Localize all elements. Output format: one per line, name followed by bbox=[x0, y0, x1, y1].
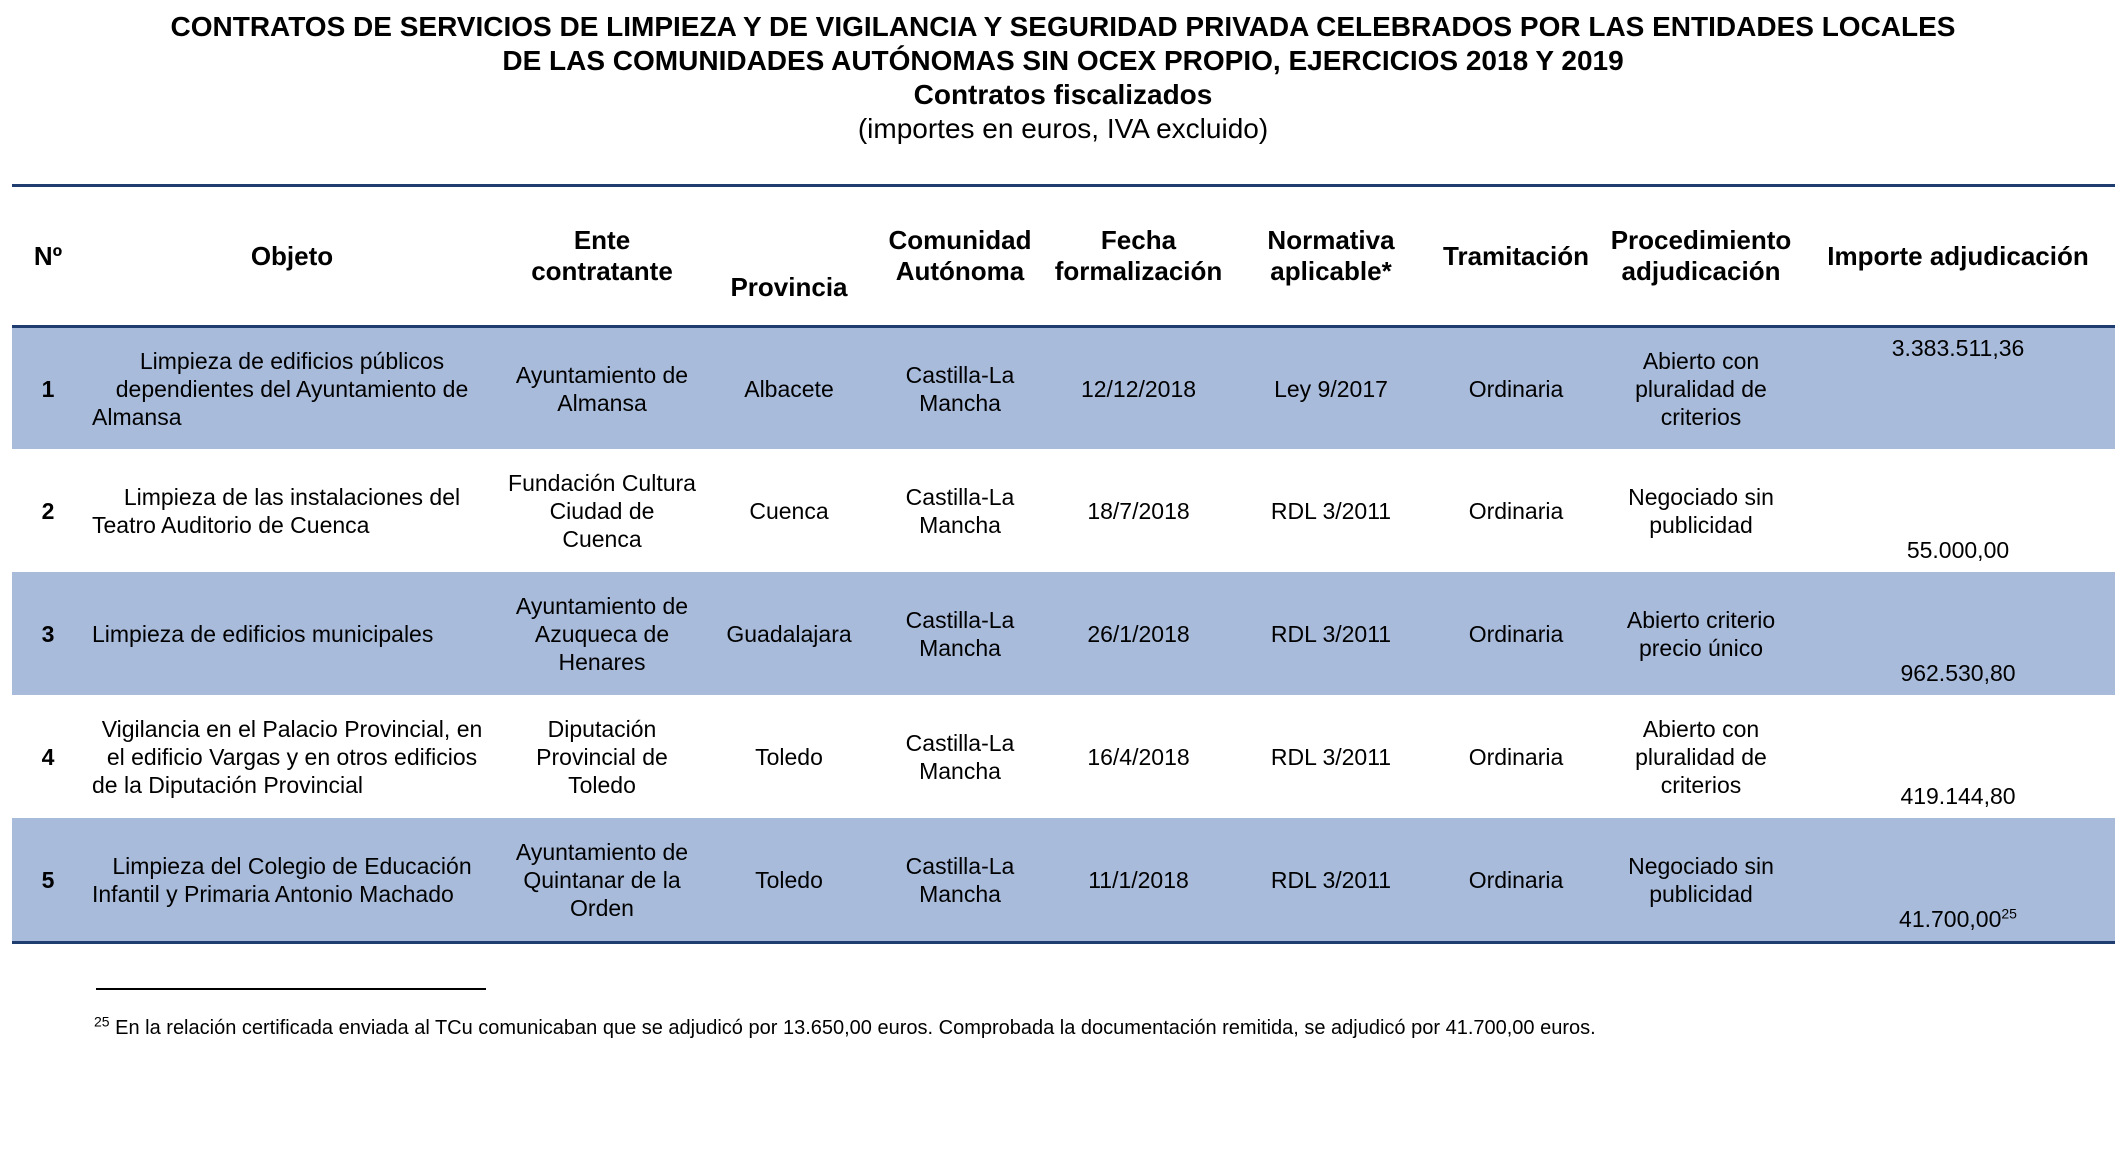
cell-ente: Fundación Cultura Ciudad de Cuenca bbox=[508, 469, 696, 552]
cell-comunidad: Castilla-La Mancha bbox=[874, 818, 1046, 943]
header-provincia: Provincia bbox=[704, 186, 874, 327]
footnote-text: En la relación certificada enviada al TCu comunicaban que se adjudicó por 13.650,00 euros. Comprobada la documentación remitida, se adjudicó por 41.700,00 euros. bbox=[109, 1017, 1596, 1039]
cell-procedimiento: Abierto criterio precio único bbox=[1601, 572, 1801, 695]
footnote-ref-25: 25 bbox=[2001, 905, 2017, 922]
contracts-table bbox=[12, 184, 2115, 944]
cell-procedimiento: Abierto con pluralidad de criterios bbox=[1601, 327, 1801, 450]
cell-objeto: Limpieza del Colegio de Educación Infantil y Primaria Antonio Machado bbox=[84, 818, 500, 943]
header-comunidad: Comunidad Autónoma bbox=[874, 186, 1046, 327]
subtitle: Contratos fiscalizados bbox=[913, 79, 1213, 110]
cell-tramitacion: Ordinaria bbox=[1431, 327, 1601, 450]
cell-num: 2 bbox=[41, 497, 55, 524]
cell-fecha: 11/1/2018 bbox=[1046, 818, 1231, 943]
importe-value: 419.144,80 bbox=[1900, 783, 2016, 809]
cell-tramitacion: Ordinaria bbox=[1468, 497, 1564, 524]
cell-normativa: RDL 3/2011 bbox=[1231, 572, 1431, 695]
importe-value: 55.000,00 bbox=[1906, 537, 2010, 563]
title-line-2: DE LAS COMUNIDADES AUTÓNOMAS SIN OCEX PROPIO, EJERCICIOS 2018 Y 2019 bbox=[502, 45, 1624, 76]
cell-importe bbox=[1801, 695, 2115, 818]
cell-ente: Ayuntamiento de Azuqueca de Henares bbox=[500, 572, 704, 695]
cell-comunidad: Castilla-La Mancha bbox=[874, 327, 1046, 450]
cell-fecha: 16/4/2018 bbox=[1087, 743, 1190, 770]
cell-normativa: Ley 9/2017 bbox=[1231, 327, 1431, 450]
cell-num: 3 bbox=[12, 572, 84, 695]
cell-tramitacion: Ordinaria bbox=[1468, 743, 1564, 770]
table-header-row bbox=[12, 186, 2115, 327]
cell-procedimiento: Negociado sin publicidad bbox=[1601, 818, 1801, 943]
cell-ente: Ayuntamiento de Almansa bbox=[500, 327, 704, 450]
units-note: (importes en euros, IVA excluido) bbox=[857, 113, 1269, 144]
cell-importe bbox=[1801, 449, 2115, 572]
cell-procedimiento: Negociado sin publicidad bbox=[1628, 483, 1774, 538]
cell-normativa: RDL 3/2011 bbox=[1270, 497, 1392, 524]
cell-importe bbox=[1801, 818, 2115, 943]
header-importe: Importe adjudicación bbox=[1801, 186, 2115, 327]
cell-procedimiento: Abierto con pluralidad de criterios bbox=[1635, 715, 1767, 798]
cell-ente: Ayuntamiento de Quintanar de la Orden bbox=[500, 818, 704, 943]
footnote-divider bbox=[96, 988, 486, 990]
cell-comunidad: Castilla-La Mancha bbox=[905, 729, 1015, 784]
title-line-1: CONTRATOS DE SERVICIOS DE LIMPIEZA Y DE VIGILANCIA Y SEGURIDAD PRIVADA CELEBRADOS POR LAS ENTIDADES LOCALES bbox=[170, 11, 1956, 42]
header-objeto: Objeto bbox=[84, 186, 500, 327]
header-ente: Ente contratante bbox=[500, 186, 704, 327]
cell-num: 1 bbox=[12, 327, 84, 450]
cell-provincia: Cuenca bbox=[749, 497, 829, 524]
cell-comunidad: Castilla-La Mancha bbox=[905, 483, 1015, 538]
cell-importe bbox=[1801, 327, 2115, 450]
cell-objeto: Limpieza de edificios públicos dependientes del Ayuntamiento de Almansa bbox=[84, 327, 500, 450]
importe-value: 41.700,00 bbox=[1899, 906, 2002, 932]
cell-objeto: Limpieza de edificios municipales bbox=[84, 572, 500, 695]
header-num: Nº bbox=[12, 186, 84, 327]
cell-provincia: Toledo bbox=[755, 743, 823, 770]
table-row bbox=[12, 327, 2115, 450]
header-procedimiento: Procedimiento adjudicación bbox=[1601, 186, 1801, 327]
importe-value: 3.383.511,36 bbox=[1891, 335, 2025, 361]
cell-provincia: Guadalajara bbox=[704, 572, 874, 695]
title-block bbox=[0, 10, 2126, 146]
header-tramitacion: Tramitación bbox=[1431, 186, 1601, 327]
cell-num: 5 bbox=[12, 818, 84, 943]
footnote-mark: 25 bbox=[94, 1013, 110, 1030]
cell-fecha: 18/7/2018 bbox=[1087, 497, 1190, 524]
footnote bbox=[94, 1013, 1596, 1040]
header-fecha: Fecha formalización bbox=[1046, 186, 1231, 327]
cell-ente: Diputación Provincial de Toledo bbox=[536, 715, 668, 798]
cell-comunidad: Castilla-La Mancha bbox=[874, 572, 1046, 695]
cell-normativa: RDL 3/2011 bbox=[1231, 818, 1431, 943]
cell-num: 4 bbox=[41, 743, 55, 770]
cell-objeto: Vigilancia en el Palacio Provincial, en el edificio Vargas y en otros edificios de la Diputación Provincial bbox=[92, 715, 483, 798]
cell-tramitacion: Ordinaria bbox=[1431, 572, 1601, 695]
table-row bbox=[12, 572, 2115, 695]
cell-importe bbox=[1801, 572, 2115, 695]
cell-normativa: RDL 3/2011 bbox=[1270, 743, 1392, 770]
cell-objeto: Limpieza de las instalaciones del Teatro Auditorio de Cuenca bbox=[92, 483, 461, 538]
cell-provincia: Albacete bbox=[704, 327, 874, 450]
cell-tramitacion: Ordinaria bbox=[1431, 818, 1601, 943]
cell-fecha: 12/12/2018 bbox=[1046, 327, 1231, 450]
table-row bbox=[12, 818, 2115, 943]
header-normativa: Normativa aplicable* bbox=[1231, 186, 1431, 327]
importe-value: 962.530,80 bbox=[1900, 660, 2016, 686]
cell-fecha: 26/1/2018 bbox=[1046, 572, 1231, 695]
table-row bbox=[12, 695, 2115, 818]
cell-provincia: Toledo bbox=[704, 818, 874, 943]
table-row bbox=[12, 449, 2115, 572]
